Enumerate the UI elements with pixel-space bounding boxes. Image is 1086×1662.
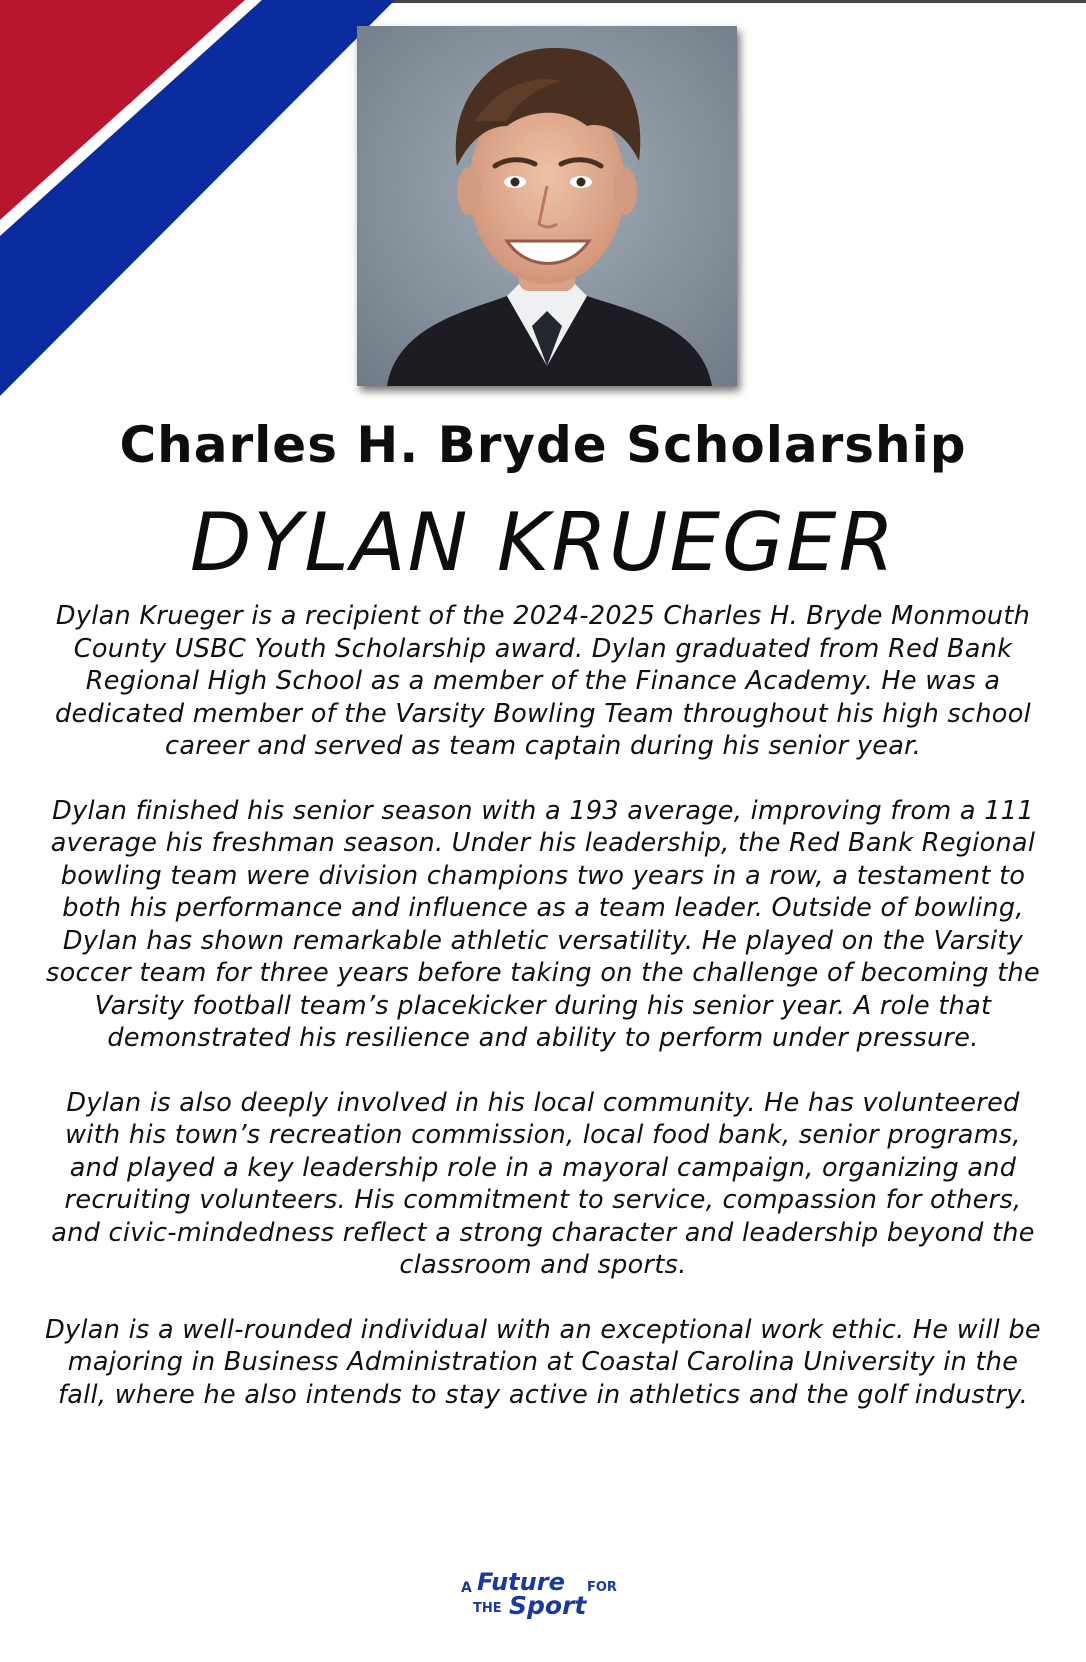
recipient-name: DYLAN KRUEGER [189,496,897,589]
bio-paragraph: Dylan finished his senior season with a 193 average, improving from a 111 average his freshman season. Under his leadership, the Red Bank Regional bowling team were division champions two years in a row, a testament to both his performance and influence as a team leader. Outside of bowling, Dylan has shown remarkable athletic versatility. He played on the Varsity soccer team for three years before taking on the challenge of becoming the Varsity football team’s placekicker during his senior year. A role that demonstrated his resilience and ability to perform under pressure. [46,795,1040,1053]
logo-text-sport: Sport [509,1591,587,1620]
bio-paragraph: Dylan Krueger is a recipient of the 2024-2025 Charles H. Bryde Monmouth County USBC Youth Scholarship award. Dylan graduated from Red Bank Regional High School as a member of the Finance Academy. He was a dedicated member of the Varsity Bowling Team throughout his high school career and served as team captain during his senior year. [54,601,1031,761]
logo-text-the: THE [473,1601,502,1616]
logo-text-future: Future [477,1568,565,1596]
logo-text-for: FOR [587,1580,617,1595]
logo-text-a: A [461,1580,472,1596]
scholarship-title: Charles H. Bryde Scholarship [119,416,967,474]
portrait-photo [357,26,737,386]
bio-text [40,600,1046,1443]
bio-paragraph: Dylan is also deeply involved in his local community. He has volunteered with his town’s recreation commission, local food bank, senior programs, and played a key leadership role in a mayoral campaign, organizing and recruiting volunteers. His commitment to service, compassion for others, and civic-mindedness reflect a strong character and leadership beyond the classroom and sports. [51,1087,1035,1280]
bio-paragraph: Dylan is a well-rounded individual with an exceptional work ethic. He will be majoring in Business Administration at Coastal Carolina University in the fall, where he also intends to stay active in athletics and the golf industry. [45,1314,1041,1410]
future-for-the-sport-logo [459,1566,629,1626]
